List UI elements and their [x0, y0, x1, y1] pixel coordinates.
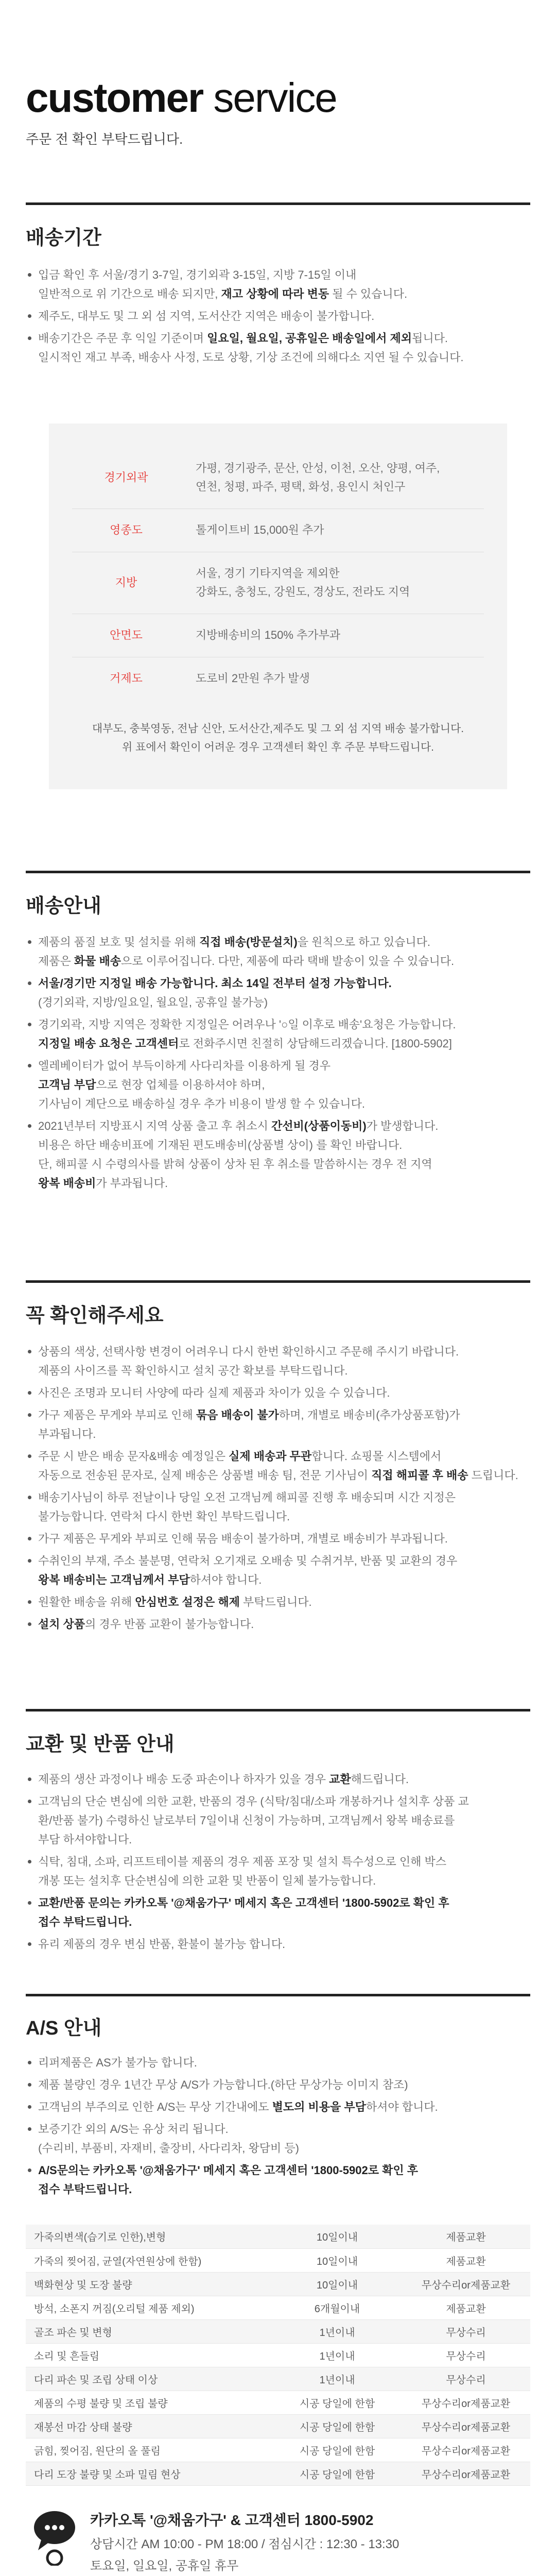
shipping-guide-list: [26, 933, 530, 1196]
page-header: [26, 77, 337, 148]
shipping-guide-title: 배송안내: [26, 895, 101, 917]
list-item: 리퍼제품은 AS가 불가능 합니다.: [26, 2053, 530, 2072]
contact-footer: [31, 2509, 525, 2576]
table-row: 가죽의변색(습기로 인한),변형 10일이내 제품교환: [26, 2225, 530, 2248]
exchange-title: 교환 및 반품 안내: [26, 1734, 175, 1755]
brand-light: service: [203, 75, 337, 121]
as-list: [26, 2053, 530, 2202]
brand-bold: customer: [26, 75, 203, 121]
list-item: 원활한 배송을 위해 안심번호 설정은 해제 부탁드립니다.: [26, 1592, 530, 1612]
list-item: 제품의 품질 보호 및 설치를 위해 직접 배송(방문설치)을 원칙으로 하고 있습니다. 제품은 화물 배송으로 이루어집니다. 다만, 제품에 따라 택배 발송이 있을 수 있습니다.: [26, 933, 530, 971]
section-divider: [26, 202, 530, 205]
section-divider: [26, 1994, 530, 1996]
list-item: 고객님의 부주의로 인한 A/S는 무상 기간내에도 별도의 비용을 부담하셔야 합니다.: [26, 2097, 530, 2116]
table-row: [72, 552, 484, 614]
list-item: 보증기간 외의 A/S는 유상 처리 됩니다. (수리비, 부품비, 자재비, 출장비, 사다리차, 왕담비 등): [26, 2120, 530, 2158]
list-item: 사진은 조명과 모니터 사양에 따라 실제 제품과 차이가 있을 수 있습니다.: [26, 1383, 530, 1402]
kakao-chat-icon: [31, 2509, 78, 2566]
table-row: 제품의 수평 불량 및 조립 불량 시공 당일에 한함 무상수리or제품교환: [26, 2391, 530, 2414]
header-subtitle: 주문 전 확인 부탁드립니다.: [26, 131, 183, 147]
list-item: 상품의 색상, 선택사항 변경이 어려우니 다시 한번 확인하시고 주문해 주시기 바랍니다. 제품의 사이즈를 꼭 확인하시고 설치 공간 확보를 부탁드립니다.: [26, 1342, 530, 1380]
list-item: 배송기간은 주문 후 익일 기준이며 일요일, 월요일, 공휴일은 배송일에서 제외됩니다. 일시적인 재고 부족, 배송사 사정, 도로 상황, 기상 조건에 의해다소 지연 될 수 있습니다.: [26, 329, 530, 367]
list-item: 입금 확인 후 서울/경기 3-7일, 경기외곽 3-15일, 지방 7-15일 이내 일반적으로 위 기간으로 배송 되지만, 재고 상황에 따라 변동 될 수 있습니다.: [26, 265, 530, 303]
table-row: 소리 및 흔들림 1년이내 무상수리: [26, 2343, 530, 2367]
list-item: 제품 불량인 경우 1년간 무상 A/S가 가능합니다.(하단 무상가능 이미지 참조): [26, 2075, 530, 2094]
footer-title: 카카오톡 '@채움가구' & 고객센터 1800-5902: [90, 2512, 374, 2528]
list-item: 2021년부터 지방표시 지역 상품 출고 후 취소시 간선비(상품이동비)가 발생합니다. 비용은 하단 배송비표에 기재된 편도배송비(상품별 상이) 를 확인 바랍니다. 단, 해피콜 시 수령의사를 밝혀 상품이 상차 된 후 취소를 말씀하시는 경우 전 지역 왕복 배송비가 부과됩니다.: [26, 1116, 530, 1193]
list-item: 주문 시 받은 배송 문자&배송 예정일은 실제 배송과 무관합니다. 쇼핑몰 시스템에서 자동으로 전송된 문자로, 실제 배송은 상품별 배송 팀, 전문 기사님이 직접 해피콜 후 배송 드립니다.: [26, 1447, 530, 1485]
list-item: 교환/반품 문의는 카카오톡 '@채움가구' 메세지 혹은 고객센터 '1800-5902로 확인 후 접수 부탁드립니다.: [26, 1893, 530, 1931]
as-table: [26, 2225, 530, 2486]
table-row: 재봉선 마감 상태 불량 시공 당일에 한함 무상수리or제품교환: [26, 2414, 530, 2438]
table-row: 다리 파손 및 조립 상태 이상 1년이내 무상수리: [26, 2367, 530, 2391]
region-value: 지방배송비의 150% 추가부과: [180, 614, 484, 657]
brand-title: [26, 75, 337, 121]
region-value: 가평, 경기광주, 문산, 안성, 이천, 오산, 양평, 여주, 연천, 청평, 파주, 평택, 화성, 용인시 처인구: [180, 447, 484, 509]
region-key: 거제도: [110, 672, 143, 685]
table-row: 백화현상 및 도장 불량 10일이내 무상수리or제품교환: [26, 2272, 530, 2296]
region-key: 영종도: [72, 509, 180, 552]
shipping-period-list: [26, 265, 530, 370]
shipping-period-title: 배송기간: [26, 227, 101, 249]
footer-closed: 토요일, 일요일, 공휴일 휴무: [90, 2559, 239, 2573]
region-key: 경기외곽: [72, 447, 180, 509]
table-row: 방석, 소폰지 꺼짐(오리털 제품 제외) 6개월이내 제품교환: [26, 2296, 530, 2319]
section-divider: [26, 1280, 530, 1283]
list-item: 엘레베이터가 없어 부득이하게 사다리차를 이용하게 될 경우 고객님 부담으로 현장 업체를 이용하셔야 하며, 기사님이 계단으로 배송하실 경우 추가 비용이 발생 할 수 있습니다.: [26, 1056, 530, 1113]
list-item: 식탁, 침대, 소파, 리프트테이블 제품의 경우 제품 포장 및 설치 특수성으로 인해 박스 개봉 또는 설치후 단순변심에 의한 교환 및 반품이 일체 불가능합니다.: [26, 1852, 530, 1890]
list-item: A/S문의는 카카오톡 '@채움가구' 메세지 혹은 고객센터 '1800-5902로 확인 후 접수 부탁드립니다.: [26, 2161, 530, 2199]
section-divider: [26, 1709, 530, 1711]
table-row: 다리 도장 불량 및 소파 밀림 현상 시공 당일에 한함 무상수리or제품교환: [26, 2462, 530, 2485]
region-table: [72, 447, 484, 700]
table-row: 가죽의 찢어짐, 균열(자연원상에 한함) 10일이내 제품교환: [26, 2248, 530, 2272]
list-item: 가구 제품은 무게와 부피로 인해 묶음 배송이 불가하며, 개별로 배송비가 부과됩니다.: [26, 1529, 530, 1548]
list-item: 고객님의 단순 변심에 의한 교환, 반품의 경우 (식탁/침대/소파 개봉하거나 설치후 상품 교 환/반품 불가) 수령하신 날로부터 7일이내 신청이 가능하며, 고객님께서 왕복 배송료를 부담 하셔야합니다.: [26, 1792, 530, 1849]
list-item: 제주도, 대부도 및 그 외 섬 지역, 도서산간 지역은 배송이 불가합니다.: [26, 307, 530, 326]
table-row: 긁힘, 찢어짐, 원단의 올 풀림 시공 당일에 한함 무상수리or제품교환: [26, 2438, 530, 2462]
list-item: 배송기사님이 하루 전날이나 당일 오전 고객님께 해피콜 진행 후 배송되며 시간 지정은 불가능합니다. 연락처 다시 한번 확인 부탁드립니다.: [26, 1488, 530, 1526]
list-item: 가구 제품은 무게와 부피로 인해 묶음 배송이 불가하며, 개별로 배송비(추가상품포함)가 부과됩니다.: [26, 1405, 530, 1444]
region-key: 지방: [72, 552, 180, 614]
section-divider: [26, 871, 530, 873]
table-row: 골조 파손 및 변형 1년이내 무상수리: [26, 2319, 530, 2343]
table-row: [72, 657, 484, 700]
table-row: [72, 614, 484, 657]
list-item: 유리 제품의 경우 변심 반품, 환불이 불가능 합니다.: [26, 1935, 530, 1954]
check-notes-title: 꼭 확인해주세요: [26, 1305, 164, 1327]
region-value: 톨게이트비 15,000원 추가: [180, 509, 484, 552]
as-title: A/S 안내: [26, 2018, 102, 2039]
region-info-box: [49, 423, 507, 789]
region-key: 안면도: [72, 614, 180, 657]
region-value: 도로비 2만원 추가 발생: [196, 672, 310, 685]
table-row: [72, 447, 484, 509]
exchange-list: [26, 1770, 530, 1957]
region-box-note: 대부도, 충북영동, 전남 신안, 도서산간,제주도 및 그 외 섬 지역 배송 불가합니다. 위 표에서 확인이 어려운 경우 고객센터 확인 후 주문 부탁드립니다.: [92, 723, 464, 753]
list-item: 서울/경기만 지정일 배송 가능합니다. 최소 14일 전부터 설정 가능합니다. (경기외곽, 지방/일요일, 월요일, 공휴일 불가능): [26, 974, 530, 1012]
list-item: 수취인의 부재, 주소 불분명, 연락처 오기재로 오배송 및 수취거부, 반품 및 교환의 경우 왕복 배송비는 고객님께서 부담하셔야 합니다.: [26, 1551, 530, 1589]
footer-hours: 상담시간 AM 10:00 - PM 18:00 / 점심시간 : 12:30 - 13:30: [90, 2537, 399, 2551]
table-row: [72, 509, 484, 552]
region-value: 서울, 경기 기타지역을 제외한 강화도, 충청도, 강원도, 경상도, 전라도 지역: [180, 552, 484, 614]
list-item: 설치 상품의 경우 반품 교환이 불가능합니다.: [26, 1615, 530, 1634]
check-notes-list: [26, 1342, 530, 1637]
list-item: 경기외곽, 지방 지역은 정확한 지정일은 어려우나 '○일 이후로 배송'요청은 가능합니다. 지정일 배송 요청은 고객센터로 전화주시면 친절히 상담해드리겠습니다. [1800-5902]: [26, 1015, 530, 1053]
list-item: 제품의 생산 과정이나 배송 도중 파손이나 하자가 있을 경우 교환해드립니다.: [26, 1770, 530, 1789]
